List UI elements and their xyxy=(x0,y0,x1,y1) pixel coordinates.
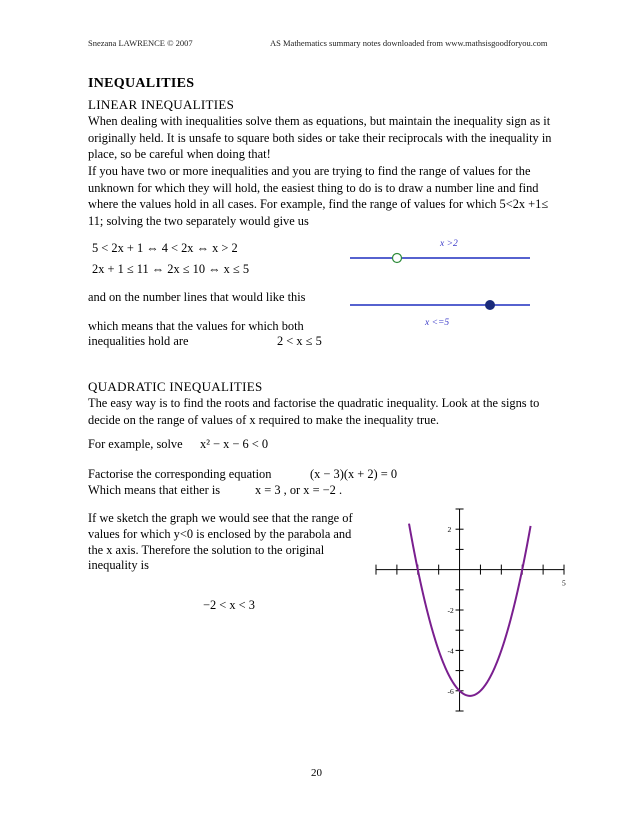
page-number: 20 xyxy=(311,767,322,779)
x-tick-label: 5 xyxy=(562,578,566,588)
chart-ticks xyxy=(376,509,564,711)
linear-paragraph-2: If you have two or more inequalities and you are trying to find the range of values for the unknown for which they will hold, the easiest thing to do is to draw a number line and find where the values hold in all cases. For example, find the range of values for which 5<2x +1≤ 11; solving the two separately would give us xyxy=(88,164,549,228)
header-author: Snezana LAWRENCE © 2007 xyxy=(88,38,193,48)
quadratic-solution: −2 < x < 3 xyxy=(203,598,255,612)
which-means-text-2: inequalities hold are xyxy=(88,334,189,348)
equation-2: 2x + 1 ≤ 11 ⇔ 2x ≤ 10 ⇔ x ≤ 5 xyxy=(92,262,250,276)
example-expression: x² − x − 6 < 0 xyxy=(200,437,269,451)
sketch-text-1: If we sketch the graph we would see that the range of xyxy=(88,511,353,525)
sketch-text-4: inequality is xyxy=(88,558,149,572)
closed-dot-marker xyxy=(485,300,495,310)
section-heading-linear: LINEAR INEQUALITIES xyxy=(88,97,235,112)
page-title: INEQUALITIES xyxy=(88,76,195,91)
sketch-text-3: the x axis. Therefore the solution to the original xyxy=(88,543,325,557)
parabola-chart xyxy=(370,505,570,715)
parabola-curve xyxy=(409,524,531,696)
number-lines xyxy=(345,232,535,332)
either-expression: x = 3 , or x = −2 . xyxy=(255,483,343,497)
which-means-text-1: which means that the values for which both xyxy=(88,319,304,333)
chart-tick-labels xyxy=(448,525,566,696)
equation-1: 5 < 2x + 1 ⇔ 4 < 2x ⇔ x > 2 xyxy=(92,241,238,255)
linear-result: 2 < x ≤ 5 xyxy=(277,334,322,348)
chart-axes xyxy=(376,509,564,711)
example-prefix: For example, solve xyxy=(88,437,183,451)
header-source: AS Mathematics summary notes downloaded from www.mathsisgoodforyou.com xyxy=(270,38,548,48)
chart-curve xyxy=(409,524,531,696)
either-prefix: Which means that either is xyxy=(88,483,221,497)
quadratic-paragraph-1: The easy way is to find the roots and factorise the quadratic inequality. Look at the signs to decide on the range of values of x required to make the inequality true. xyxy=(88,396,540,427)
y-tick-label: -4 xyxy=(447,646,454,656)
number-line-1-label: x >2 xyxy=(440,239,458,249)
number-line-2-label: x <=5 xyxy=(425,318,450,328)
factorise-expression: (x − 3)(x + 2) = 0 xyxy=(310,467,398,481)
y-tick-label: -2 xyxy=(447,606,454,615)
linear-paragraph-1: When dealing with inequalities solve them as equations, but maintain the inequality sign as it originally held. It is unsafe to square both sides or take their reciprocals with the inequality in place, so be careful when doing that! xyxy=(88,114,552,161)
sketch-text-2: values for which y<0 is enclosed by the parabola and xyxy=(88,527,352,541)
open-circle-marker xyxy=(393,254,402,263)
section-heading-quadratic: QUADRATIC INEQUALITIES xyxy=(88,379,263,394)
y-tick-label: -6 xyxy=(447,686,454,696)
number-line-text: and on the number lines that would like this xyxy=(88,290,306,304)
y-tick-label: 2 xyxy=(447,525,452,535)
factorise-prefix: Factorise the corresponding equation xyxy=(88,467,272,481)
